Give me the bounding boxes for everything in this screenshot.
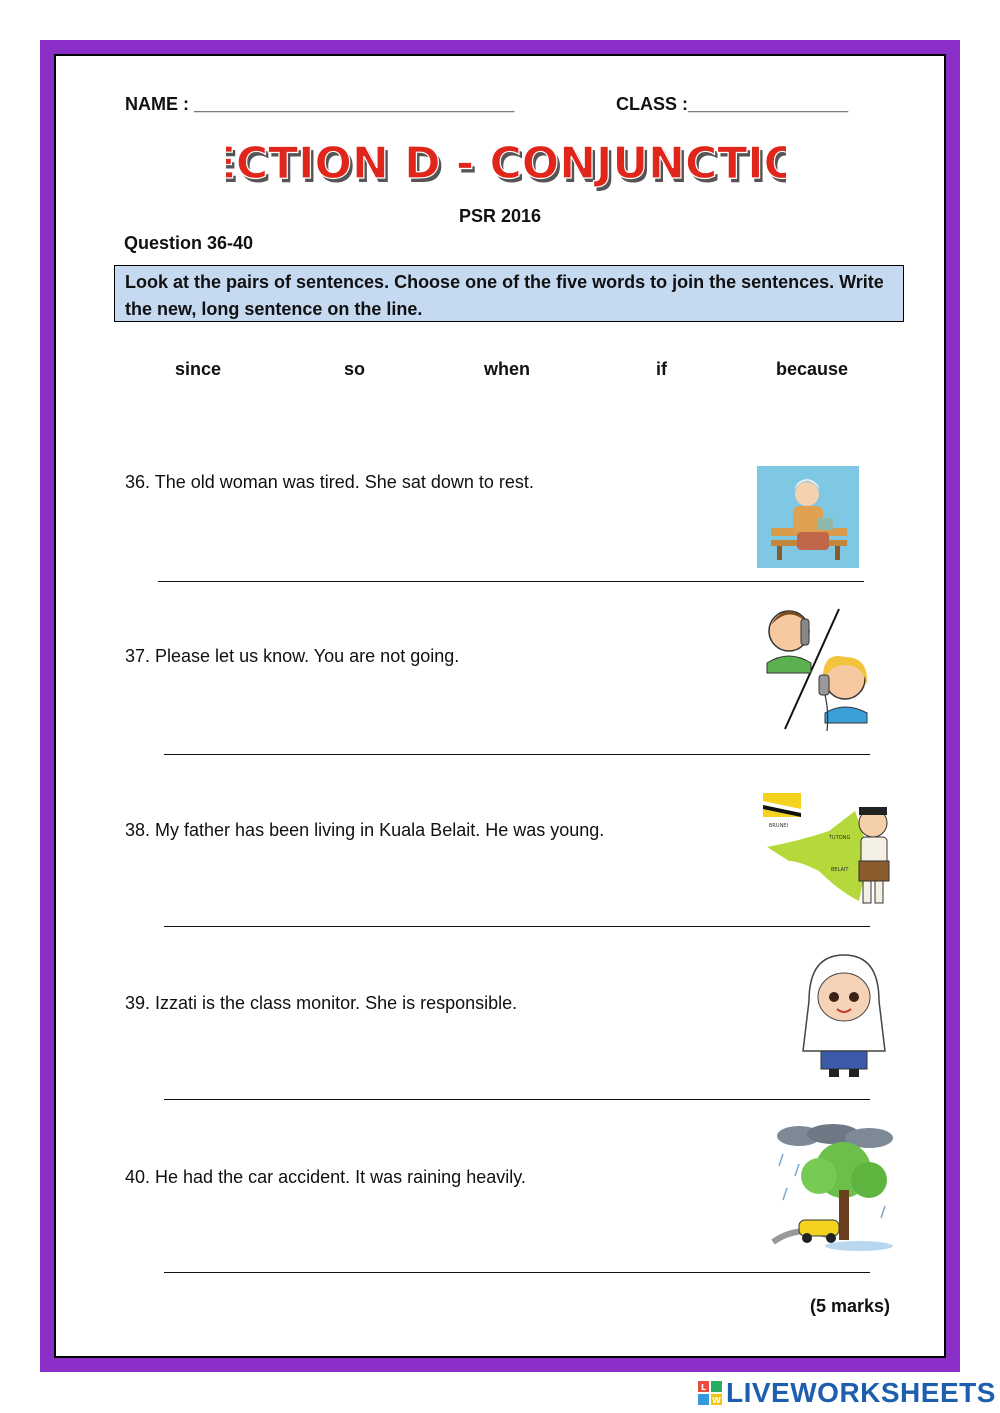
question-38: 38. My father has been living in Kuala Belait. He was young.: [125, 820, 605, 840]
question-range: Question 36-40: [124, 233, 254, 253]
answer-line-38[interactable]: [164, 926, 870, 927]
old-woman-bench-illustration: [757, 466, 859, 568]
map-label-tutong: TUTONG: [829, 835, 851, 841]
word-bank: [124, 359, 884, 383]
phone-call-illustration: [759, 601, 871, 736]
word-since: since: [175, 359, 222, 379]
liveworksheets-logo: [698, 1376, 996, 1410]
rain-tree-car-illustration: [769, 1124, 899, 1254]
logo-icon: [698, 1381, 722, 1405]
instructions-box: Look at the pairs of sentences. Choose one of the five words to join the sentences. Write the new, long sentence on the line.: [114, 265, 904, 322]
answer-line-37[interactable]: [164, 754, 870, 755]
svg-text:W: W: [712, 1396, 721, 1405]
answer-line-36[interactable]: [158, 581, 864, 582]
map-label-belait: BELAIT: [831, 867, 849, 873]
worksheet-page: [54, 54, 946, 1358]
question-37: 37. Please let us know. You are not going.: [125, 646, 460, 666]
section-title-shadow: CTION D - CONJUNCTIO: [238, 142, 786, 193]
class-field[interactable]: CLASS :________________: [616, 94, 849, 114]
question-39: 39. Izzati is the class monitor. She is responsible.: [125, 993, 518, 1013]
word-when: when: [484, 359, 531, 379]
section-title-text: CTION D - CONJUNCTIO: [235, 138, 786, 189]
girl-hijab-illustration: [799, 951, 889, 1079]
svg-text:L: L: [700, 1383, 707, 1392]
word-if: if: [656, 359, 667, 379]
word-because: because: [776, 359, 849, 379]
name-field[interactable]: NAME : ________________________________: [125, 94, 515, 114]
question-36: 36. The old woman was tired. She sat down to rest.: [125, 472, 534, 492]
answer-line-40[interactable]: [164, 1272, 870, 1273]
word-so: so: [344, 359, 366, 379]
exam-label: PSR 2016: [458, 206, 542, 226]
page-frame: [40, 40, 960, 1372]
map-label-brunei: BRUNEI: [769, 823, 788, 829]
brunei-map-man-illustration: [759, 791, 894, 916]
marks-label: (5 marks): [809, 1296, 890, 1316]
logo-text: LIVEWORKSHEETS: [726, 1377, 996, 1408]
answer-line-39[interactable]: [164, 1099, 870, 1100]
question-40: 40. He had the car accident. It was raining heavily.: [125, 1167, 526, 1187]
section-title: [226, 126, 786, 196]
